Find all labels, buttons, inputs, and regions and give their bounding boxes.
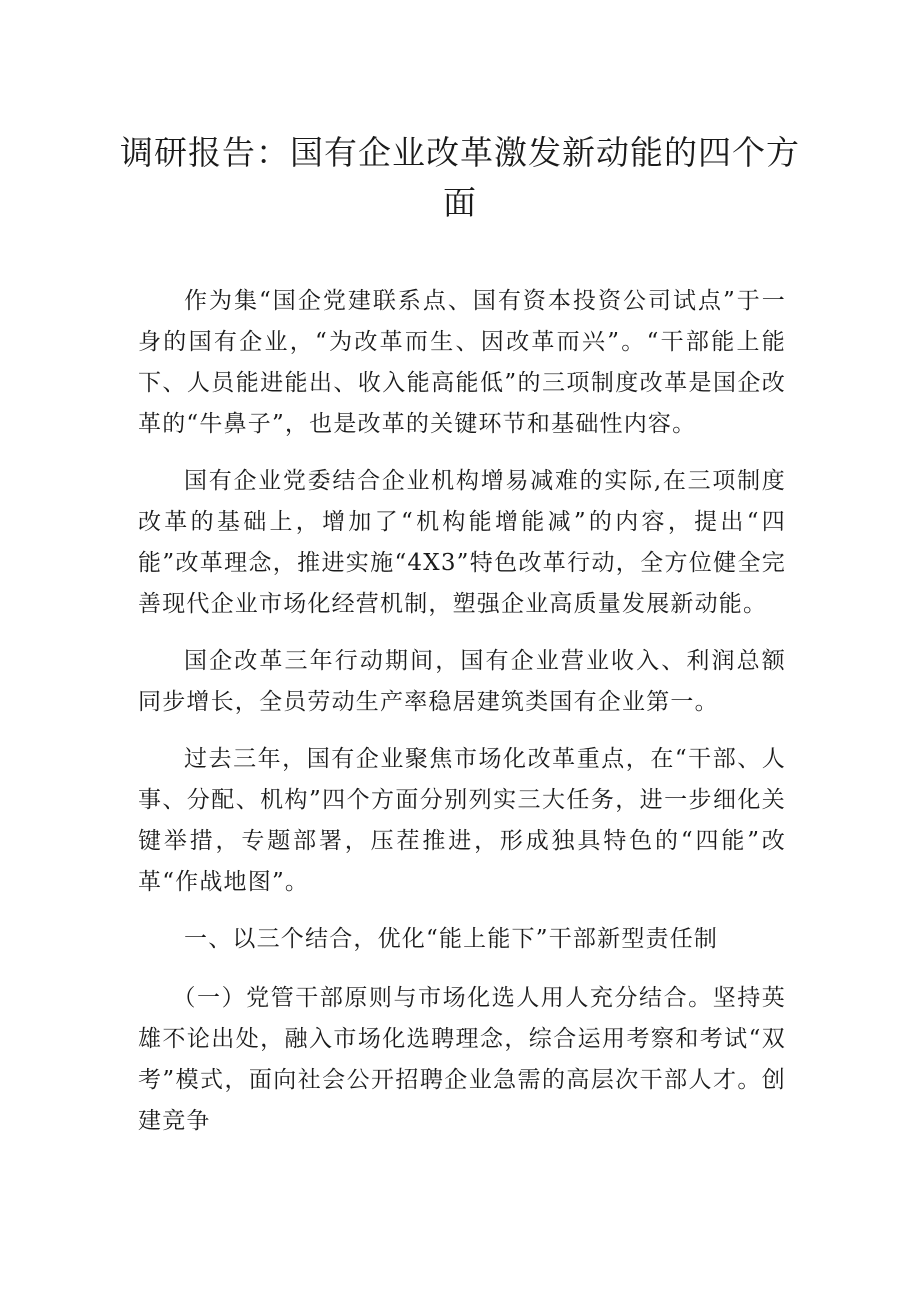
subsection-1: （一）党管干部原则与市场化选人用人充分结合。坚持英雄不论出处，融入市场化选聘理念，综合运用考察和考试“双考”模式，面向社会公开招聘企业急需的高层次干部人才。创建竞争 (138, 985, 786, 1134)
paragraph-results: 国企改革三年行动期间，国有企业营业收入、利润总额同步增长，全员劳动生产率稳居建筑类国有企业第一。 (138, 648, 786, 715)
paragraph-reform-concept: 国有企业党委结合企业机构增易减难的实际,在三项制度改革的基础上，增加了“机构能增能减”的内容，提出“四能”改革理念，推进实施“4X3”特色改革行动，全方位健全完善现代企业市场化经营机制，塑强企业高质量发展新动能。 (138, 468, 786, 617)
paragraph-past-three-years: 过去三年，国有企业聚焦市场化改革重点，在“干部、人事、分配、机构”四个方面分别列实三大任务，进一步细化关键举措，专题部署，压茬推进，形成独具特色的“四能”改革“作战地图”。 (138, 746, 786, 895)
paragraph-intro: 作为集“国企党建联系点、国有资本投资公司试点”于一身的国有企业，“为改革而生、因改革而兴”。“干部能上能下、人员能进能出、收入能高能低”的三项制度改革是国企改革的“牛鼻子”，也是改革的关键环节和基础性内容。 (138, 288, 786, 437)
section-heading-1: 一、以三个结合，优化“能上能下”干部新型责任制 (184, 926, 719, 952)
document-title: 调研报告：国有企业改革激发新动能的四个方面 (120, 133, 800, 222)
document-body (138, 281, 786, 1158)
